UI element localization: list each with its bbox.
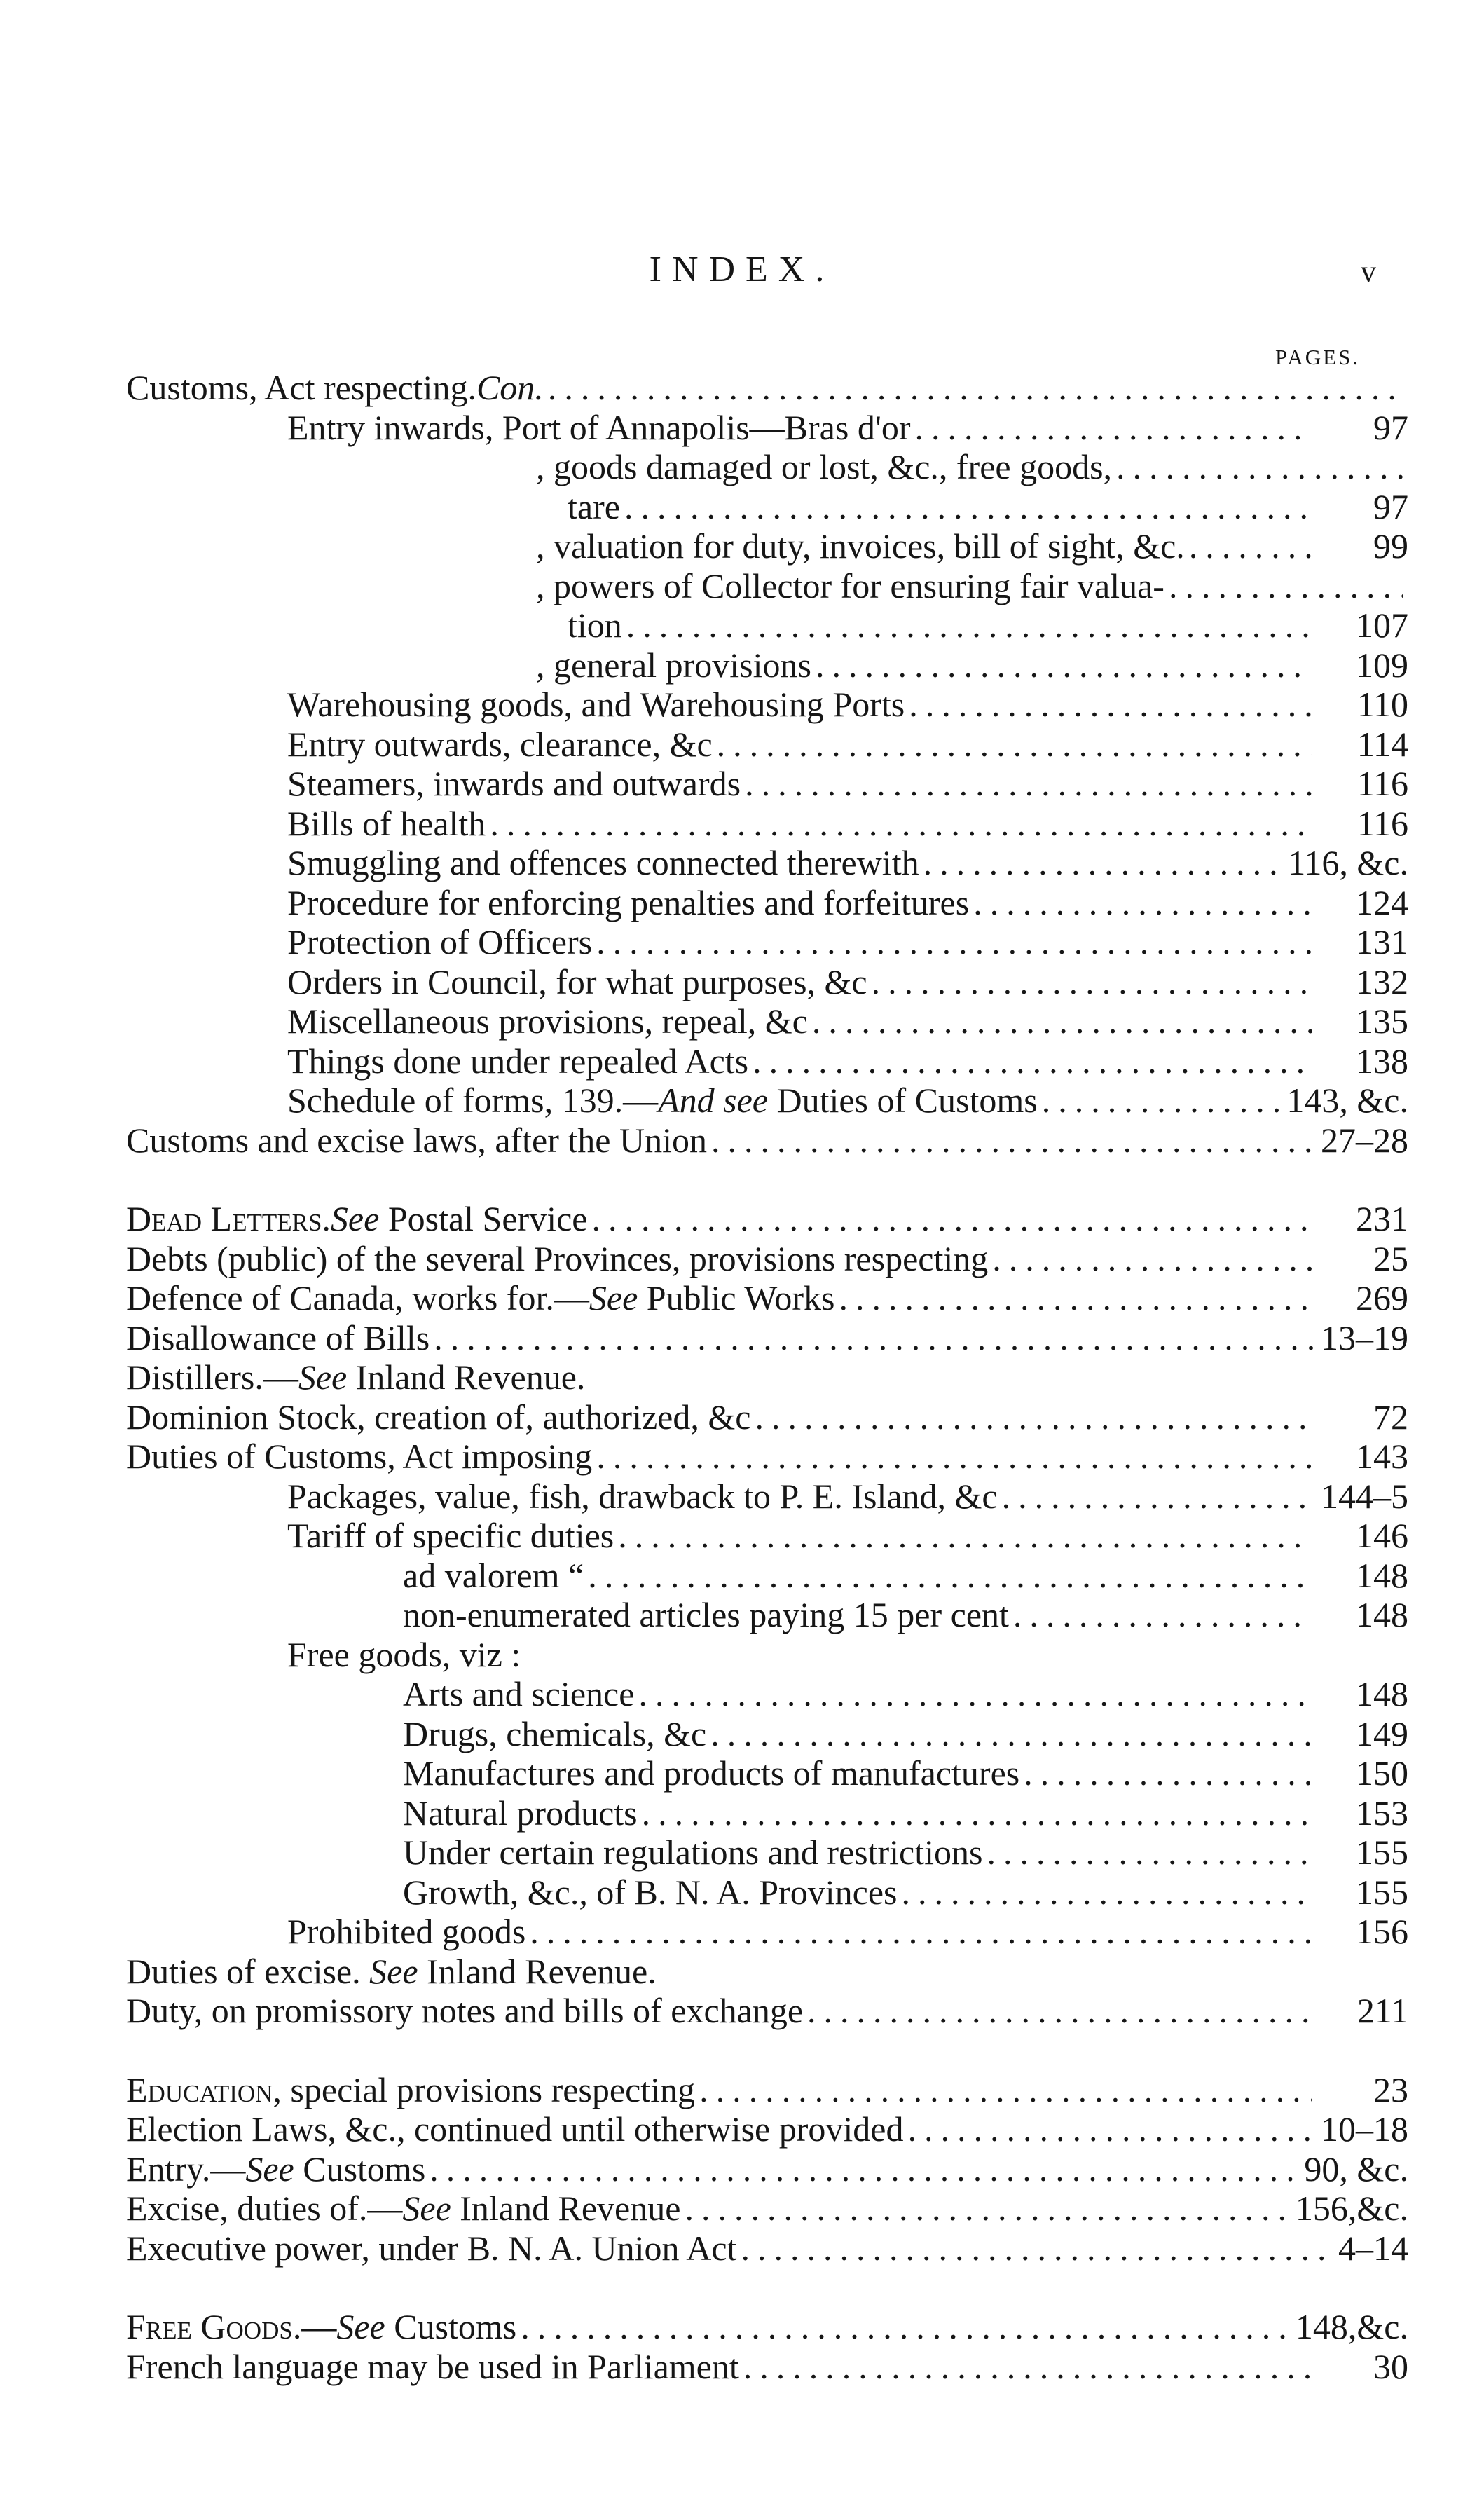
entry-page <box>1403 447 1408 486</box>
entry-text <box>287 962 872 1001</box>
index-entry <box>0 605 1484 645</box>
entry-page: 153 <box>1356 1793 1408 1833</box>
entry-text <box>126 1952 657 1991</box>
entry-page: 132 <box>1356 961 1408 1001</box>
leader-dots <box>638 1674 1312 1713</box>
entry-text: Excise, duties of.— <box>126 2189 403 2228</box>
entry-text2: Customs <box>294 2149 426 2189</box>
entry-page: 150 <box>1356 1753 1408 1793</box>
entry-text: Bills of health <box>287 803 486 843</box>
index-entry <box>0 725 1484 765</box>
index-entry <box>0 1357 1484 1397</box>
index-entry <box>0 1001 1484 1041</box>
entry-page: 148 <box>1356 1674 1408 1713</box>
entry-page: 99 <box>1373 526 1408 566</box>
entry-text: Free goods, viz : <box>287 1634 521 1674</box>
entry-text <box>403 1872 902 1912</box>
entry-text2: Duties of Customs <box>767 1081 1038 1120</box>
entry-page <box>1403 566 1408 605</box>
entry-page: 27–28 <box>1321 1120 1408 1160</box>
entry-text: Warehousing goods, and Warehousing Ports <box>287 685 905 724</box>
entry-text: Growth, &c., of B. N. A. Provinces <box>403 1872 898 1912</box>
entry-text <box>126 1357 585 1397</box>
index-entry <box>0 1516 1484 1556</box>
index-entry <box>0 1278 1484 1318</box>
entry-page: 116 <box>1356 803 1408 843</box>
index-entry <box>0 447 1484 487</box>
entry-text3: Customs <box>385 2307 517 2346</box>
entry-text: Packages, value, fish, drawback to P. E. Island, &c <box>287 1476 998 1516</box>
entry-page: 30 <box>1373 2346 1408 2386</box>
entry-page: 90, &c. <box>1304 2149 1408 2189</box>
leader-dots <box>816 645 1312 685</box>
entry-text2: Inland Revenue. <box>418 1951 657 1991</box>
entry-text: tion <box>568 605 622 645</box>
entry-text <box>403 1595 1013 1634</box>
entry-page: 143 <box>1356 1437 1408 1476</box>
leader-dots <box>1042 1081 1282 1120</box>
entry-text <box>287 922 596 961</box>
leader-dots <box>626 605 1312 645</box>
leader-dots <box>596 1437 1312 1476</box>
entry-page <box>1403 1635 1408 1674</box>
entry-sc: Education, <box>126 2069 282 2109</box>
leader-dots <box>1013 1595 1312 1634</box>
entry-text: Arts and science <box>403 1674 635 1713</box>
entry-it: Con. <box>476 368 544 407</box>
entry-page: 13–19 <box>1321 1317 1408 1357</box>
leader-dots <box>923 843 1283 882</box>
index-entry <box>0 2189 1484 2228</box>
leader-dots <box>909 685 1312 724</box>
entry-page: 10–18 <box>1321 2109 1408 2149</box>
leader-dots <box>548 368 1403 407</box>
leader-dots <box>745 764 1312 803</box>
entry-text: , powers of Collector for ensuring fair valua- <box>536 566 1164 605</box>
entry-text <box>126 1278 839 1317</box>
entry-text <box>403 1714 710 1753</box>
entry-text <box>126 2149 430 2189</box>
entry-text: French language may be used in Parliament <box>126 2346 739 2386</box>
entry-text: Entry inwards, Port of Annapolis—Bras d'or <box>287 407 911 447</box>
leader-dots <box>624 487 1312 526</box>
entry-page: 143, &c. <box>1286 1081 1408 1120</box>
index-entry <box>0 1041 1484 1081</box>
index-entry <box>0 487 1484 527</box>
leader-dots <box>987 1833 1312 1872</box>
entry-text <box>403 1793 642 1833</box>
entry-text2: — <box>301 2307 337 2346</box>
index-entry <box>0 2070 1484 2110</box>
index-entry <box>0 645 1484 685</box>
leader-dots <box>755 1397 1312 1437</box>
leader-dots <box>914 408 1312 447</box>
entry-text2: Inland Revenue <box>451 2189 681 2228</box>
entry-text: Debts (public) of the several Provinces, provisions respecting <box>126 1238 989 1278</box>
entry-text: Prohibited goods <box>287 1912 526 1951</box>
entry-text: Steamers, inwards and outwards <box>287 764 741 803</box>
entry-text <box>287 1001 812 1041</box>
leader-dots <box>585 1357 1403 1397</box>
entry-text: Entry.— <box>126 2149 246 2189</box>
index-entry <box>0 1793 1484 1833</box>
leader-dots <box>711 1121 1315 1160</box>
entry-text2: Inland Revenue. <box>347 1357 586 1397</box>
leader-dots <box>839 1278 1312 1317</box>
entry-text: Natural products <box>403 1793 638 1833</box>
entry-text: Drugs, chemicals, &c <box>403 1713 707 1753</box>
entry-text <box>568 605 626 645</box>
entry-text: Election Laws, &c., continued until otherwise provided <box>126 2109 904 2149</box>
leader-dots <box>1169 566 1403 605</box>
index-entry <box>0 2307 1484 2347</box>
leader-dots <box>430 2149 1298 2189</box>
leader-dots <box>743 2347 1312 2386</box>
index-entry <box>0 922 1484 962</box>
entry-text <box>126 2307 521 2346</box>
leader-dots <box>872 962 1312 1001</box>
entry-text: Duties of excise. <box>126 1951 370 1991</box>
entry-page: 138 <box>1356 1041 1408 1081</box>
entry-page: 4–14 <box>1338 2228 1408 2268</box>
entry-text <box>287 764 745 803</box>
entry-text: Schedule of forms, 139.— <box>287 1081 659 1120</box>
entry-text <box>126 1397 755 1437</box>
index-entry <box>0 566 1484 606</box>
entry-it: See <box>245 2149 294 2189</box>
entry-text: Disallowance of Bills <box>126 1317 430 1357</box>
index-entry <box>0 526 1484 566</box>
leader-dots <box>973 883 1312 922</box>
entry-text <box>536 566 1169 605</box>
entry-text2: special provisions respecting <box>281 2069 696 2109</box>
entry-text <box>126 2070 699 2109</box>
entry-page: 114 <box>1356 724 1408 764</box>
entry-page <box>1403 1357 1408 1397</box>
entry-text: Defence of Canada, works for.— <box>126 1278 589 1317</box>
index-entry <box>0 1912 1484 1952</box>
entry-text <box>126 1437 596 1476</box>
page-number: v <box>1361 254 1376 289</box>
entry-it2: See <box>336 2307 385 2346</box>
leader-dots <box>521 1635 1403 1674</box>
entry-page: 23 <box>1373 2069 1408 2109</box>
entry-text: Under certain regulations and restrictions <box>403 1833 983 1872</box>
index-entry <box>0 1397 1484 1437</box>
entry-page: 116 <box>1356 764 1408 803</box>
entry-page: 124 <box>1356 882 1408 922</box>
entry-text <box>126 1239 992 1278</box>
entry-text: Duty, on promissory notes and bills of exchange <box>126 1991 804 2030</box>
leader-dots <box>657 1952 1403 1991</box>
leader-dots <box>717 725 1312 764</box>
entry-text <box>287 1081 1042 1120</box>
entry-page: 211 <box>1356 1991 1408 2030</box>
entry-page <box>1403 1952 1408 1991</box>
entry-text: tare <box>568 486 620 526</box>
index-entry <box>0 883 1484 923</box>
entry-text: Miscellaneous provisions, repeal, &c <box>287 1001 808 1041</box>
entry-text: Entry outwards, clearance, &c <box>287 724 713 764</box>
index-entry <box>0 2149 1484 2189</box>
entry-it: And see <box>658 1081 768 1120</box>
index-entry <box>0 1753 1484 1793</box>
entry-text <box>403 1833 987 1872</box>
leader-dots <box>1189 526 1312 566</box>
pages-column-label: PAGES. <box>1275 345 1361 369</box>
entry-text <box>126 368 548 407</box>
entry-it: See <box>298 1357 348 1397</box>
leader-dots <box>490 804 1312 843</box>
entry-text <box>126 1121 711 1160</box>
leader-dots <box>741 2228 1333 2268</box>
entry-page: 155 <box>1356 1872 1408 1912</box>
entry-text <box>126 2109 907 2149</box>
entry-text <box>287 685 909 724</box>
entry-it: See <box>369 1951 418 1991</box>
entry-text: Executive power, under B. N. A. Union Act <box>126 2228 737 2268</box>
entry-page: 144–5 <box>1321 1476 1408 1516</box>
entry-text <box>126 1199 591 1238</box>
entry-text: Customs and excise laws, after the Union <box>126 1120 707 1160</box>
entry-page: 131 <box>1356 922 1408 961</box>
entry-sc: Dead Letters. <box>126 1199 331 1238</box>
entry-text: non-enumerated articles paying 15 per cent <box>403 1595 1009 1634</box>
entry-page: 149 <box>1356 1713 1408 1753</box>
leader-dots <box>1024 1753 1312 1793</box>
entry-page: 231 <box>1356 1199 1408 1238</box>
entry-text <box>536 526 1189 566</box>
entry-text <box>287 804 490 843</box>
entry-text: Customs, Act respecting. <box>126 368 476 407</box>
index-entry <box>0 764 1484 804</box>
entry-text: ad valorem “ <box>403 1555 584 1595</box>
entry-it: See <box>330 1199 380 1238</box>
entry-text: Procedure for enforcing penalties and forfeitures <box>287 882 970 922</box>
index-entry <box>0 1477 1484 1516</box>
entry-text <box>287 408 914 447</box>
leader-dots <box>1002 1477 1315 1516</box>
index-entry <box>0 804 1484 844</box>
entry-page: 146 <box>1356 1516 1408 1555</box>
index-entry <box>0 408 1484 448</box>
leader-dots <box>596 922 1312 961</box>
index-entry <box>0 1872 1484 1912</box>
entry-text: Things done under repealed Acts <box>287 1041 749 1081</box>
entry-page: 116, &c. <box>1288 843 1408 882</box>
entry-text <box>287 843 923 882</box>
entry-text <box>536 645 816 685</box>
leader-dots <box>812 1001 1312 1041</box>
entry-text <box>403 1753 1024 1793</box>
leader-dots <box>1116 447 1403 486</box>
index-entry <box>0 685 1484 725</box>
entry-text: Distillers.— <box>126 1357 298 1397</box>
index-entry <box>0 368 1484 408</box>
entry-text <box>287 883 973 922</box>
index-entry <box>0 1199 1484 1239</box>
entry-page: 148 <box>1356 1595 1408 1634</box>
entry-text <box>287 1635 521 1674</box>
entry-sc: Free Goods. <box>126 2307 302 2346</box>
leader-dots <box>434 1318 1315 1357</box>
leader-dots <box>992 1239 1312 1278</box>
index-entry <box>0 1121 1484 1161</box>
entry-it: See <box>589 1278 638 1317</box>
entry-page: 148 <box>1356 1555 1408 1595</box>
entry-text <box>126 1991 807 2030</box>
leader-dots <box>807 1991 1312 2030</box>
entry-text: Tariff of specific duties <box>287 1516 614 1555</box>
entry-page: 97 <box>1373 486 1408 526</box>
index-entry <box>0 2347 1484 2387</box>
entry-page: 110 <box>1356 685 1408 724</box>
entry-text <box>126 2228 741 2268</box>
index-entry <box>0 843 1484 883</box>
leader-dots <box>521 2307 1290 2346</box>
entry-text: , goods damaged or lost, &c., free goods, <box>536 447 1113 486</box>
entry-text <box>126 1318 434 1357</box>
entry-page: 72 <box>1373 1397 1408 1437</box>
entry-text <box>403 1556 588 1595</box>
leader-dots <box>591 1199 1312 1238</box>
leader-dots <box>753 1041 1312 1081</box>
index-entry <box>0 962 1484 1002</box>
entry-text <box>126 2347 743 2386</box>
entry-text: Dominion Stock, creation of, authorized, &c <box>126 1397 751 1437</box>
entry-text: , valuation for duty, invoices, bill of sight, &c. <box>536 526 1185 566</box>
leader-dots <box>618 1516 1312 1555</box>
index-entry <box>0 1674 1484 1714</box>
index-entry <box>0 1318 1484 1358</box>
page-title: INDEX. <box>649 249 835 289</box>
entry-text <box>536 447 1116 486</box>
entry-text: Protection of Officers <box>287 922 593 961</box>
entry-text <box>287 1516 618 1555</box>
index-entry <box>0 1239 1484 1279</box>
index-entry <box>0 2228 1484 2268</box>
entry-page: 148,&c. <box>1295 2307 1408 2346</box>
entry-page: 156 <box>1356 1912 1408 1951</box>
leader-dots <box>699 2070 1312 2109</box>
index-entry <box>0 1833 1484 1872</box>
index-entry <box>0 1952 1484 1992</box>
entry-text: Duties of Customs, Act imposing <box>126 1437 593 1476</box>
index-entry <box>0 1556 1484 1596</box>
entry-page: 156,&c. <box>1295 2189 1408 2228</box>
entry-text <box>126 2189 685 2228</box>
index-entry <box>0 2109 1484 2149</box>
leader-dots <box>710 1714 1312 1753</box>
entry-page: 269 <box>1356 1278 1408 1317</box>
entry-text <box>287 1912 530 1951</box>
entry-page: 135 <box>1356 1001 1408 1041</box>
entry-text: Smuggling and offences connected therewith <box>287 843 919 882</box>
index-entry <box>0 1437 1484 1477</box>
index-entry <box>0 1714 1484 1754</box>
entry-page: 109 <box>1356 645 1408 685</box>
leader-dots <box>685 2189 1289 2228</box>
index-entry <box>0 1081 1484 1121</box>
index-entry <box>0 1635 1484 1675</box>
entry-page: 155 <box>1356 1833 1408 1872</box>
entry-text: , general provisions <box>536 645 811 685</box>
leader-dots <box>588 1556 1312 1595</box>
entry-page: 107 <box>1356 605 1408 645</box>
entry-text2: Postal Service <box>379 1199 588 1238</box>
entry-it: See <box>402 2189 451 2228</box>
leader-dots <box>902 1872 1312 1912</box>
entry-text <box>287 1041 753 1081</box>
entry-text <box>403 1674 638 1713</box>
entry-text <box>287 1477 1002 1516</box>
entry-text <box>287 725 717 764</box>
leader-dots <box>642 1793 1312 1833</box>
entry-text: Manufactures and products of manufactures <box>403 1753 1020 1793</box>
entry-text2: Public Works <box>638 1278 835 1317</box>
index-entry <box>0 1991 1484 2031</box>
leader-dots <box>907 2109 1315 2149</box>
index-entries <box>0 368 1484 2386</box>
entry-text: Orders in Council, for what purposes, &c <box>287 961 867 1001</box>
index-entry <box>0 1595 1484 1635</box>
entry-page <box>1403 368 1408 407</box>
entry-page: 25 <box>1373 1238 1408 1278</box>
leader-dots <box>530 1912 1312 1951</box>
entry-page: 97 <box>1373 407 1408 447</box>
entry-text <box>568 487 624 526</box>
